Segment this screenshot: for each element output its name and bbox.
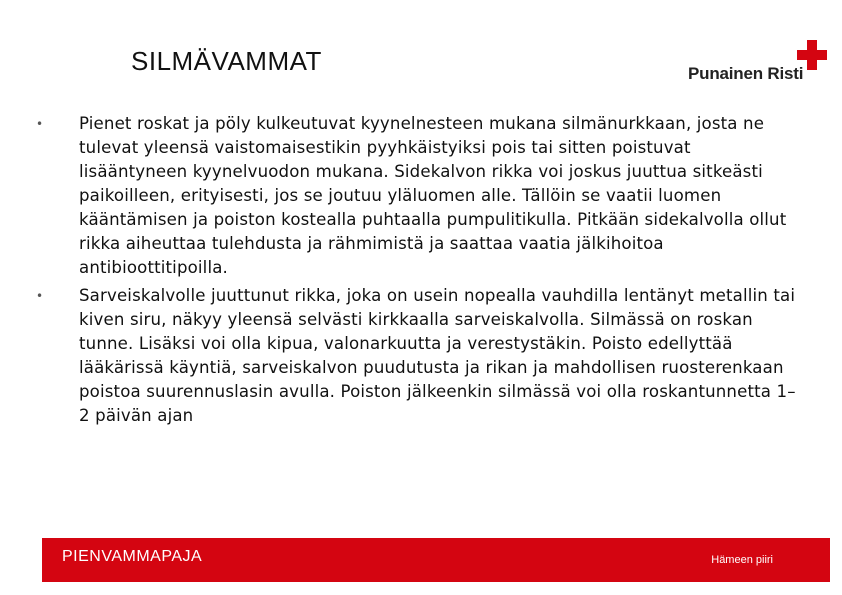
bullet-text: Sarveiskalvolle juuttunut rikka, joka on usein nopealla vauhdilla lentänyt metallin tai kiven siru, näkyy yleensä selvästi kirkkaalla sarveiskalvolla. Silmässä on roskan tunne. Lisäksi voi olla kipua, valonarkuutta ja verestystäkin. Poisto edellyttää lääkärissä käyntiä, sarveiskalvon puudutusta ja rikan ja mahdollisen ruosterenkaan poistoa suurennuslasin avulla. Poiston jälkeenkin silmässä voi olla roskantunnetta 1–2 päivän ajan — [79, 286, 796, 425]
slide-title: SILMÄVAMMAT — [131, 46, 322, 76]
bullet-list — [36, 112, 796, 432]
list-item — [36, 112, 796, 280]
logo-text: Punainen Risti — [688, 64, 804, 83]
bullet-icon: • — [36, 289, 44, 303]
list-item — [36, 284, 796, 428]
bullet-icon: • — [36, 117, 44, 131]
red-cross-icon — [797, 40, 827, 70]
footer-title: PIENVAMMAPAJA — [62, 548, 203, 565]
red-cross-logo — [686, 40, 831, 90]
footer-bar — [42, 538, 830, 582]
bullet-text: Pienet roskat ja pöly kulkeutuvat kyynelnesteen mukana silmänurkkaan, josta ne tulevat yleensä vaistomaisestikin pyyhkäistyiksi pois tai sitten poistuvat lisääntyneen kyynelvuodon mukana. Sidekalvon rikka voi joskus juuttua sitkeästi paikoilleen, erityisesti, jos se joutuu yläluomen alle. Tällöin se vaatii luomen kääntämisen ja poiston kostealla puhtaalla pumpulitikulla. Pitkään sidekalvolla ollut rikka aiheuttaa tulehdusta ja rähmimistä ja saattaa vaatia jälkihoitoa antibioottitipoilla. — [79, 114, 787, 277]
footer-region: Hämeen piiri — [711, 554, 773, 566]
